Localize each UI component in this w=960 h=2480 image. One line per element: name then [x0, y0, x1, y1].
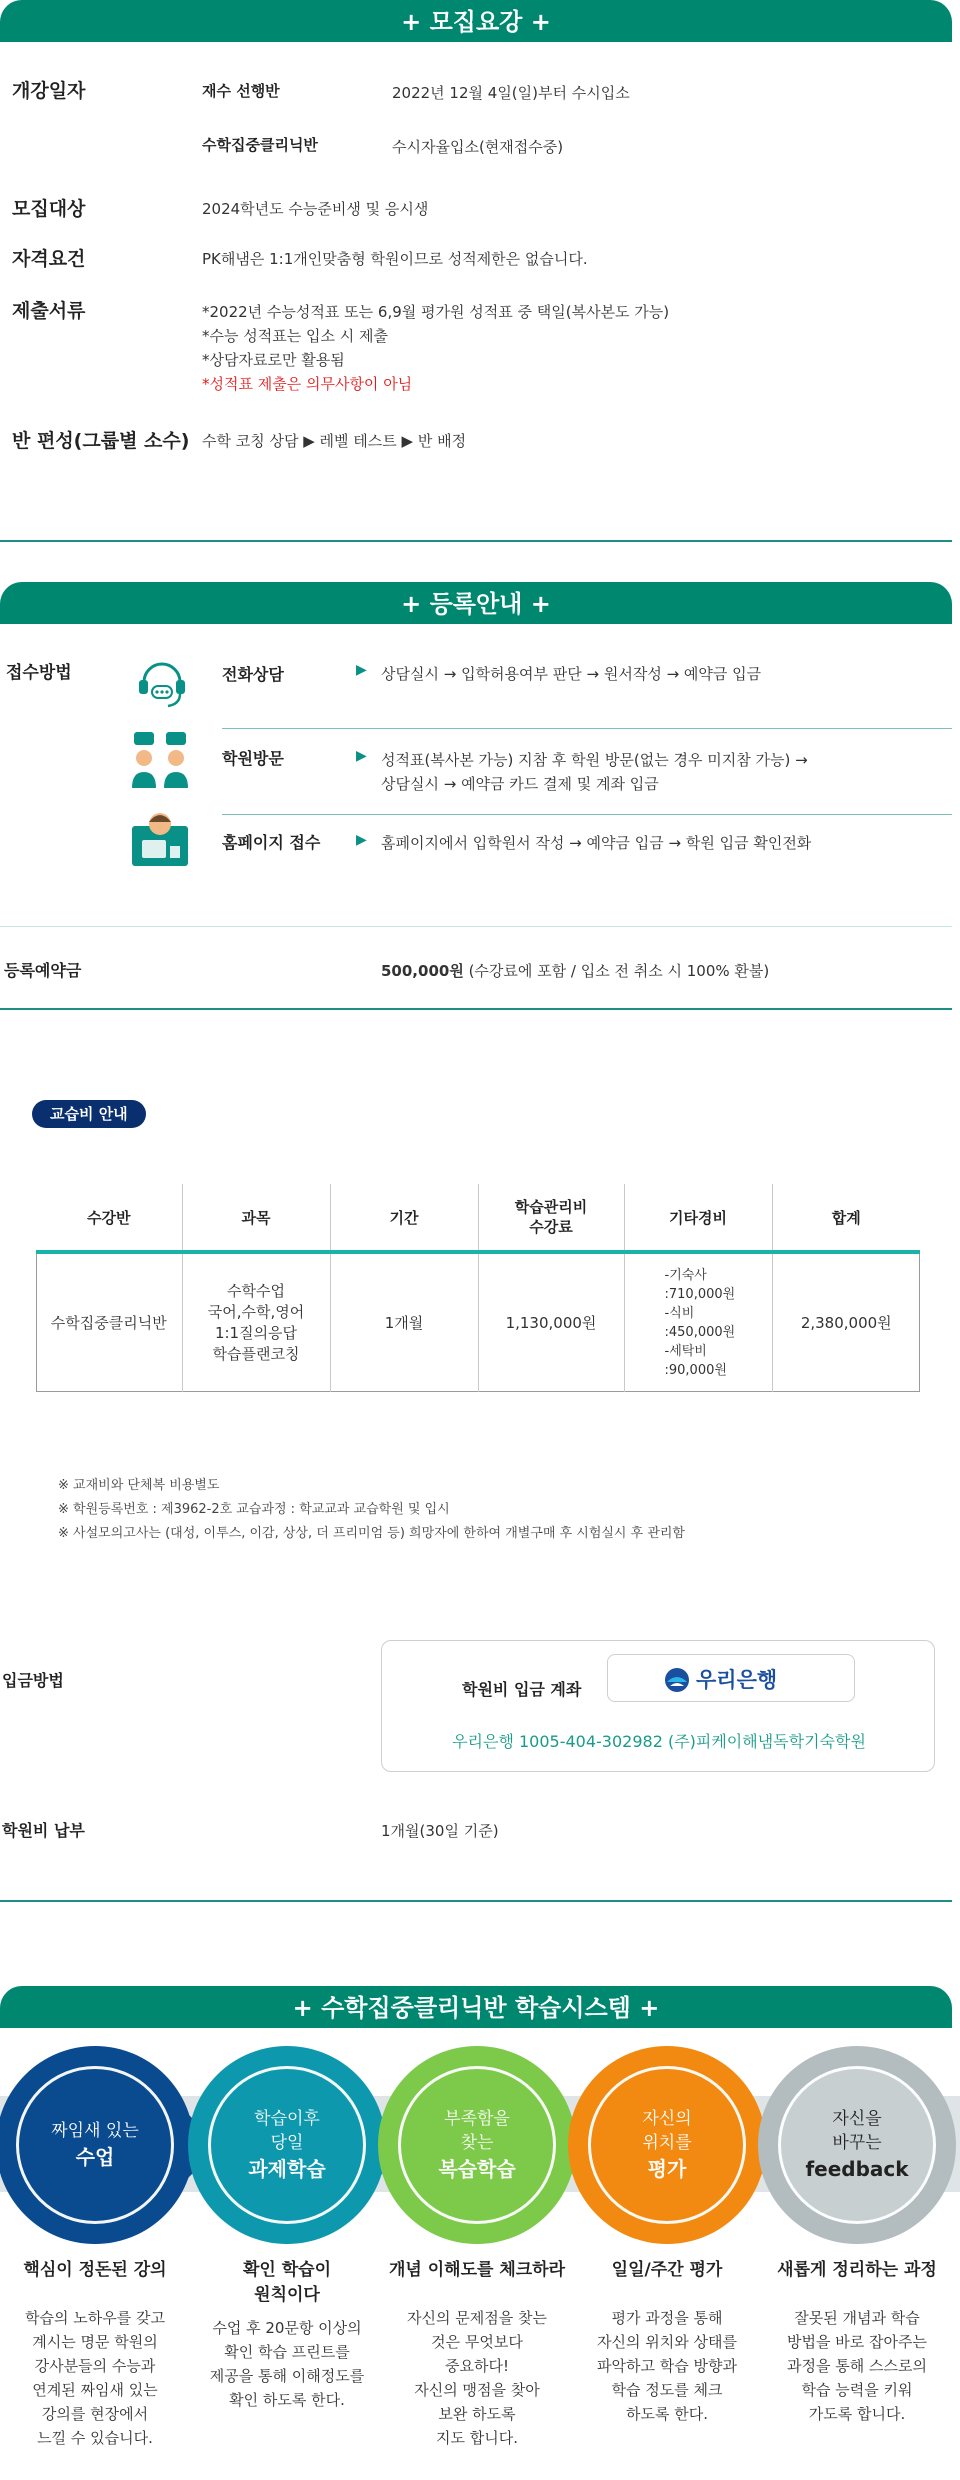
- system-step-name: 복습학습: [438, 2157, 516, 2181]
- fee-cell-total: 2,380,000원: [800, 1313, 892, 1332]
- fee-cell-tuition: 1,130,000원: [478, 1252, 624, 1392]
- system-step-title-line: 원칙이다: [254, 2285, 320, 2305]
- section-divider: [0, 926, 952, 927]
- system-step-circle-inner: [588, 2066, 746, 2224]
- fee-cell-period: 1개월: [330, 1252, 478, 1392]
- fee-notes: [58, 1474, 685, 1546]
- bank-logo: [607, 1654, 855, 1702]
- system-step-circle: [188, 2046, 386, 2244]
- documents-line: *2022년 수능성적표 또는 6,9월 평가원 성적표 중 택일(복사본도 가능): [202, 303, 670, 321]
- method-desc-line: 성적표(복사본 가능) 지참 후 학원 방문(없는 경우 미지참 가능) →: [381, 751, 808, 769]
- system-step-description: [764, 2306, 950, 2426]
- class1-date: 2022년 12월 4일(일)부터 수시입소: [392, 84, 630, 102]
- headset-icon: [130, 648, 194, 712]
- section-divider: [0, 1008, 952, 1010]
- system-step-circle-inner: [208, 2066, 366, 2224]
- system-step-desc-line: 자신의 위치와 상태를: [597, 2333, 737, 2351]
- fee-header-etc: 기타경비: [624, 1184, 772, 1252]
- class1-name: 재수 선행반: [202, 82, 280, 100]
- system-step-desc-line: 중요하다!: [445, 2357, 509, 2375]
- method-desc-phone: 상담실시 → 입학허용여부 판단 → 원서작성 → 예약금 입금: [381, 665, 762, 683]
- fee-subject-line: 1:1질의응답: [214, 1324, 298, 1342]
- system-step-desc-line: 잘못된 개념과 학습: [794, 2309, 920, 2327]
- bank-name: 우리은행: [696, 1668, 778, 1692]
- system-step-subtitle: 위치를: [642, 2133, 692, 2153]
- method-desc-visit: [381, 748, 808, 796]
- documents-optional-note: *성적표 제출은 의무사항이 아님: [202, 375, 413, 393]
- method-desc-line: 상담실시 → 예약금 카드 결제 및 계좌 입금: [381, 775, 659, 793]
- system-step-subtitle: 짜임새 있는: [51, 2121, 139, 2141]
- system-step-title: [2, 2258, 188, 2283]
- method-arrow-icon: ▶: [356, 748, 367, 764]
- qualification-label: 자격요건: [12, 248, 86, 270]
- fee-subject-line: 국어,수학,영어: [207, 1303, 305, 1321]
- target-label: 모집대상: [12, 198, 86, 220]
- computer-user-icon: [128, 806, 192, 870]
- system-step-desc-line: 파악하고 학습 방향과: [597, 2357, 737, 2375]
- apply-method-label: 접수방법: [6, 663, 72, 683]
- method-name-phone: 전화상담: [222, 665, 284, 684]
- deposit-amount: 500,000원: [381, 962, 464, 980]
- system-step-desc-line: 가도록 합니다.: [808, 2405, 906, 2423]
- section-divider: [0, 1900, 952, 1902]
- system-step-desc-line: 자신의 맹점을 찾아: [414, 2381, 540, 2399]
- system-step-title-line: 개념 이해도를 체크하라: [388, 2260, 566, 2280]
- fee-cell-subjects: [182, 1252, 330, 1392]
- documents-line: *수능 성적표는 입소 시 제출: [202, 327, 388, 345]
- system-step-desc-line: 자신의 문제점을 찾는: [407, 2309, 547, 2327]
- system-step-subtitle: 바꾸는: [832, 2133, 882, 2153]
- system-step-desc-line: 느낄 수 있습니다.: [37, 2429, 153, 2447]
- method-desc-homepage: 홈페이지에서 입학원서 작성 → 예약금 입금 → 학원 입금 확인전화: [381, 834, 812, 852]
- fee-etc-line: -식비: [664, 1306, 695, 1321]
- fee-note: ※ 사설모의고사는 (대성, 이투스, 이감, 상상, 더 프리미엄 등) 희망자에 한하여 개별구매 후 시험실시 후 관리함: [58, 1526, 685, 1541]
- system-step-circle-inner: [778, 2066, 936, 2224]
- fee-header-class: 수강반: [36, 1184, 182, 1252]
- account-label: 학원비 입금 계좌: [462, 1680, 582, 1699]
- system-step-subtitle: 자신을: [832, 2109, 882, 2129]
- system-step-title-line: 일일/주간 평가: [611, 2260, 723, 2280]
- fee-header-tuition: 학습관리비 수강료: [478, 1184, 624, 1252]
- class2-date: 수시자율입소(현재접수중): [392, 138, 564, 156]
- system-step-desc-line: 것은 무엇보다: [431, 2333, 523, 2351]
- deposit-info: [381, 960, 769, 981]
- fee-etc-line: -기숙사: [664, 1268, 707, 1283]
- system-step-description: [194, 2316, 380, 2412]
- system-step-desc-line: 학습의 노하우를 갖고: [25, 2309, 165, 2327]
- method-name-visit: 학원방문: [222, 749, 284, 768]
- system-step-name: 과제학습: [248, 2157, 326, 2181]
- documents-label: 제출서류: [12, 300, 86, 322]
- section-divider: [0, 540, 952, 542]
- system-step-desc-line: 강의를 현장에서: [41, 2405, 149, 2423]
- system-step-description: [574, 2306, 760, 2426]
- fee-etc-line: -세탁비: [664, 1344, 707, 1359]
- fee-cell-etc: [624, 1252, 772, 1392]
- class2-name: 수학집중클리닉반: [202, 136, 318, 154]
- system-step-title-line: 확인 학습이: [242, 2260, 332, 2280]
- fee-cell-class: 수학집중클리닉반: [36, 1252, 182, 1392]
- system-step-desc-line: 보완 하도록: [438, 2405, 516, 2423]
- system-step-desc-line: 확인 하도록 한다.: [229, 2391, 345, 2409]
- deposit-label: 등록예약금: [4, 961, 82, 980]
- payment-method-label: 입금방법: [2, 1671, 64, 1690]
- documents-line: *상담자료로만 활용됨: [202, 351, 345, 369]
- system-step-desc-line: 강사분들의 수능과: [34, 2357, 156, 2375]
- system-step-circle: [0, 2046, 194, 2244]
- fee-table: [36, 1184, 920, 1392]
- system-banner: + 수학집중클리닉반 학습시스템 +: [0, 1986, 952, 2028]
- fee-etc-line: :90,000원: [664, 1363, 727, 1378]
- group-process: 수학 코칭 상담 ▶ 레벨 테스트 ▶ 반 배정: [202, 432, 467, 450]
- system-step-desc-line: 과정을 통해 스스로의: [787, 2357, 927, 2375]
- method-name-homepage: 홈페이지 접수: [222, 833, 321, 852]
- woori-bank-logo-icon: [664, 1667, 690, 1693]
- system-step-subtitle: 당일: [270, 2133, 304, 2153]
- system-step-desc-line: 평가 과정을 통해: [611, 2309, 723, 2327]
- system-step-desc-line: 학습 능력을 키워: [801, 2381, 913, 2399]
- bank-account-card: [381, 1640, 935, 1772]
- fee-subject-line: 수학수업: [227, 1282, 285, 1300]
- opening-date-label: 개강일자: [12, 80, 86, 102]
- method-arrow-icon: ▶: [356, 832, 367, 848]
- system-step-title-line: 새롭게 정리하는 과정: [777, 2260, 937, 2280]
- group-label: 반 편성(그룹별 소수): [12, 430, 190, 452]
- method-divider: [222, 728, 952, 729]
- fee-etc-line: :450,000원: [664, 1325, 736, 1340]
- tuition-pay-label: 학원비 납부: [2, 1821, 85, 1840]
- system-step-desc-line: 수업 후 20문항 이상의: [212, 2319, 362, 2337]
- system-step-name: feedback: [805, 2157, 909, 2181]
- method-divider: [222, 814, 952, 815]
- system-step-description: [384, 2306, 570, 2450]
- system-step-title: [574, 2258, 760, 2283]
- tuition-pay-text: 1개월(30일 기준): [381, 1822, 499, 1840]
- system-step-circle: [758, 2046, 956, 2244]
- system-step-title-line: 핵심이 정돈된 강의: [23, 2260, 167, 2280]
- fee-note: ※ 교재비와 단체복 비용별도: [58, 1478, 220, 1493]
- system-step-circle: [378, 2046, 576, 2244]
- system-step-desc-line: 제공을 통해 이해정도를: [209, 2367, 365, 2385]
- table-row: [36, 1252, 920, 1392]
- target-text: 2024학년도 수능준비생 및 응시생: [202, 200, 429, 218]
- system-step-circle: [568, 2046, 766, 2244]
- register-banner: + 등록안내 +: [0, 582, 952, 624]
- fee-note: ※ 학원등록번호 : 제3962-2호 교습과정 : 학교교과 교습학원 및 입시: [58, 1502, 450, 1517]
- system-step-desc-line: 확인 학습 프린트를: [224, 2343, 350, 2361]
- system-step-desc-line: 하도록 한다.: [626, 2405, 708, 2423]
- documents-list: [202, 300, 669, 396]
- system-step-subtitle: 자신의: [642, 2109, 692, 2129]
- system-step-subtitle: 학습이후: [254, 2109, 320, 2129]
- fee-etc-line: :710,000원: [664, 1287, 736, 1302]
- system-step-description: [2, 2306, 188, 2450]
- system-step-title: [194, 2258, 380, 2308]
- system-step-name: 수업: [75, 2145, 115, 2169]
- system-step-desc-line: 계시는 명문 학원의: [32, 2333, 158, 2351]
- deposit-note: (수강료에 포함 / 입소 전 취소 시 100% 환불): [463, 962, 770, 980]
- fee-subject-line: 학습플랜코칭: [212, 1345, 300, 1363]
- system-step-desc-line: 지도 합니다.: [436, 2429, 518, 2447]
- system-step-desc-line: 방법을 바로 잡아주는: [787, 2333, 927, 2351]
- system-step-desc-line: 연계된 짜임새 있는: [32, 2381, 158, 2399]
- account-number: 우리은행 1005-404-302982 (주)피케이해냄독학기숙학원: [452, 1732, 866, 1751]
- system-step-circle-inner: [398, 2066, 556, 2224]
- system-step-subtitle: 찾는: [460, 2133, 494, 2153]
- qualification-text: PK해냄은 1:1개인맞춤형 학원이므로 성적제한은 없습니다.: [202, 250, 588, 268]
- method-arrow-icon: ▶: [356, 662, 367, 678]
- recruit-banner: + 모집요강 +: [0, 0, 952, 42]
- fee-header-total: 합계: [772, 1184, 920, 1252]
- system-step-title: [764, 2258, 950, 2283]
- fee-header-subject: 과목: [182, 1184, 330, 1252]
- system-step-circle-inner: [16, 2066, 174, 2224]
- system-step-subtitle: 부족함을: [444, 2109, 510, 2129]
- meeting-people-icon: [128, 728, 192, 792]
- fee-guide-pill: 교습비 안내: [32, 1100, 146, 1128]
- system-step-desc-line: 학습 정도를 체크: [611, 2381, 723, 2399]
- fee-header-period: 기간: [330, 1184, 478, 1252]
- system-step-name: 평가: [647, 2157, 687, 2181]
- system-step-title: [384, 2258, 570, 2283]
